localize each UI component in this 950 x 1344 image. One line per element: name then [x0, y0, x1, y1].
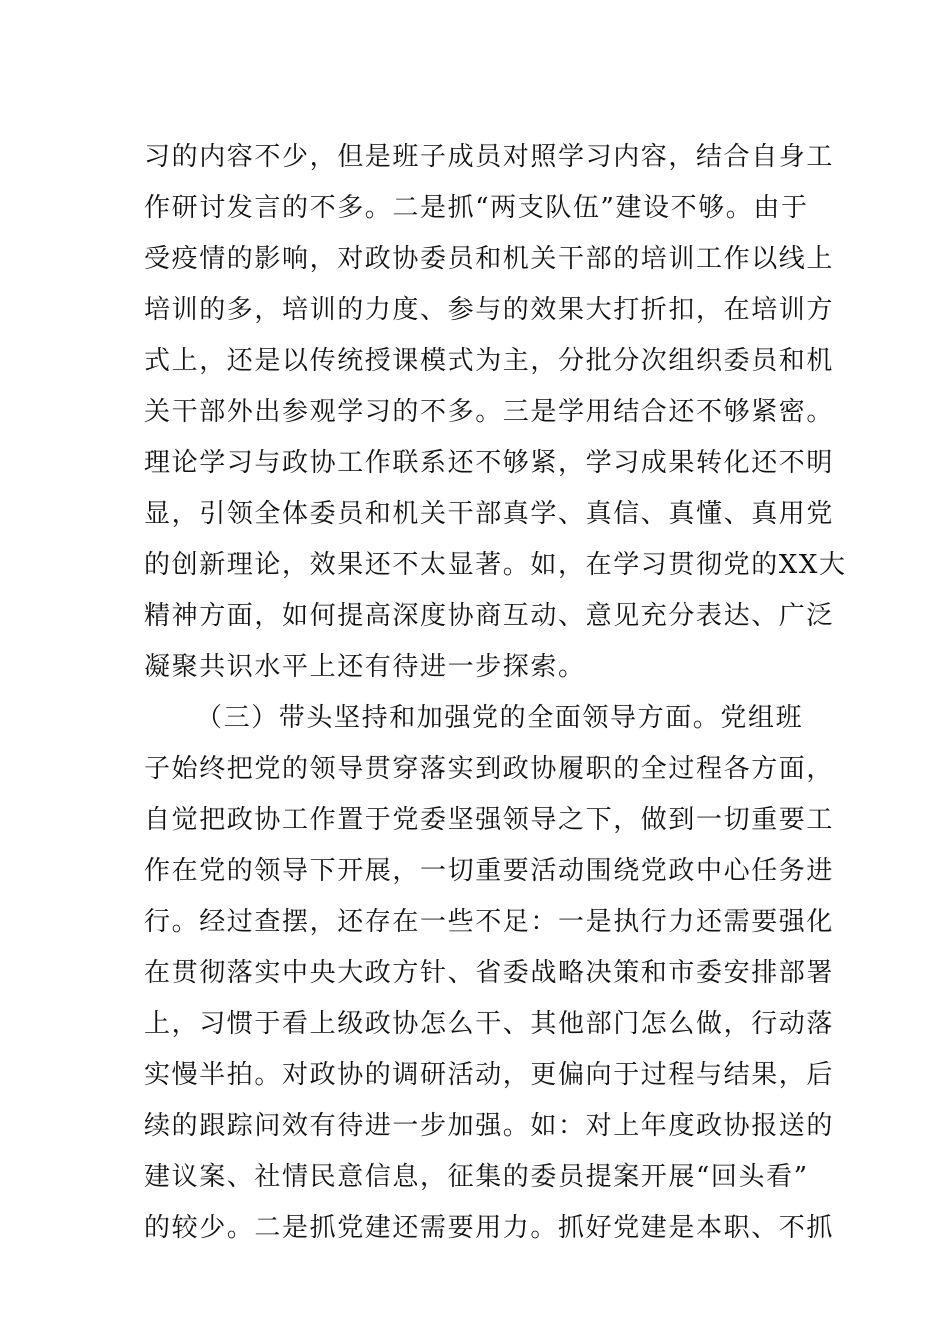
text-line: 显，引领全体委员和机关干部真学、真信、真懂、真用党	[144, 499, 835, 529]
text-line: 习的内容不少，但是班子成员对照学习内容，结合自身工	[144, 142, 835, 172]
text-line: 关干部外出参观学习的不多。三是学用结合还不够紧密。	[144, 397, 835, 427]
text-line: 的较少。二是抓党建还需要用力。抓好党建是本职、不抓	[144, 1213, 835, 1243]
text-line: 在贯彻落实中央大政方针、省委战略决策和市委安排部署	[144, 958, 835, 988]
text-line: 培训的多，培训的力度、参与的效果大打折扣，在培训方	[144, 295, 835, 325]
text-line: 实慢半拍。对政协的调研活动，更偏向于过程与结果，后	[144, 1060, 835, 1090]
text-line: 作在党的领导下开展，一切重要活动围绕党政中心任务进	[144, 856, 835, 886]
text-line: 精神方面，如何提高深度协商互动、意见充分表达、广泛	[144, 601, 835, 631]
text-line: 续的跟踪问效有待进一步加强。如：对上年度政协报送的	[144, 1111, 835, 1141]
text-line: 子始终把党的领导贯穿落实到政协履职的全过程各方面，	[144, 754, 835, 784]
text-line: 理论学习与政协工作联系还不够紧，学习成果转化还不明	[144, 448, 835, 478]
text-line: 行。经过查摆，还存在一些不足：一是执行力还需要强化	[144, 907, 835, 937]
text-line: 的创新理论，效果还不太显著。如，在学习贯彻党的XX大	[144, 550, 847, 580]
text-line: 作研讨发言的不多。二是抓“两支队伍”建设不够。由于	[144, 193, 809, 223]
text-line: 自觉把政协工作置于党委坚强领导之下，做到一切重要工	[144, 805, 835, 835]
section-heading-line: （三）带头坚持和加强党的全面领导方面。党组班	[196, 703, 804, 733]
text-line: 建议案、社情民意信息，征集的委员提案开展“回头看”	[144, 1162, 809, 1192]
text-line: 受疫情的影响，对政协委员和机关干部的培训工作以线上	[144, 244, 835, 274]
text-line: 凝聚共识水平上还有待进一步探索。	[144, 652, 586, 682]
text-line: 式上，还是以传统授课模式为主，分批分次组织委员和机	[144, 346, 835, 376]
text-line: 上，习惯于看上级政协怎么干、其他部门怎么做，行动落	[144, 1009, 835, 1039]
